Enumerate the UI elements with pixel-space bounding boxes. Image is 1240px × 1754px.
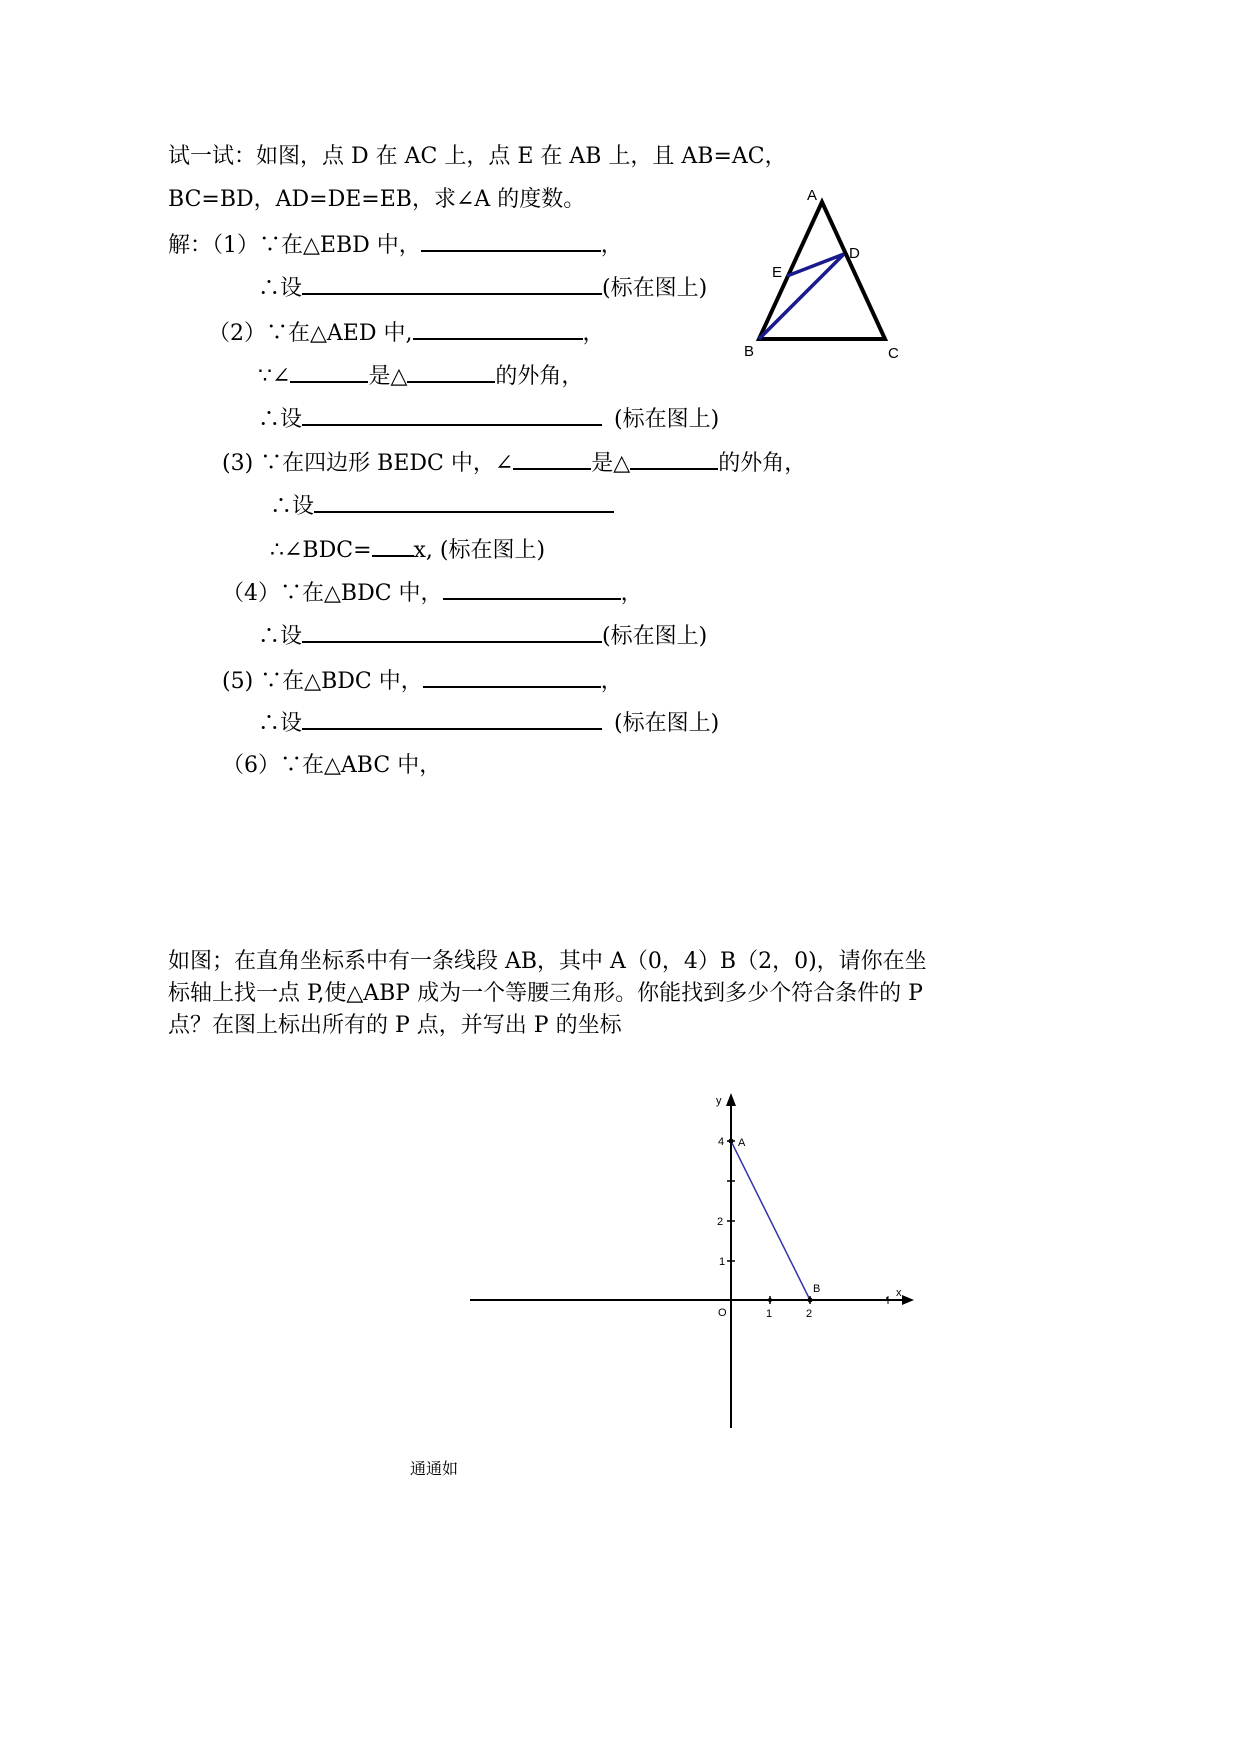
y-tick-label-2: 2	[717, 1216, 724, 1228]
step-3b-line	[270, 491, 614, 521]
is-triangle: 是△	[591, 451, 631, 476]
mark-note: (标在图上)	[614, 407, 720, 432]
answer-blank[interactable]	[421, 230, 601, 252]
answer-blank[interactable]	[443, 578, 621, 600]
step-5b-line	[258, 708, 719, 738]
step-5-prefix: (5) ∵在△BDC 中，	[222, 669, 423, 694]
point-b-dot	[808, 1298, 813, 1303]
footer-text: 通通如	[410, 1459, 459, 1478]
let-prefix: ∴设	[258, 407, 303, 432]
step-2-prefix: （2）∵在△AED 中,	[208, 321, 413, 346]
answer-blank[interactable]	[372, 535, 414, 557]
label-d: D	[849, 245, 860, 262]
comma: ，	[600, 669, 623, 694]
let-prefix: ∴设	[258, 711, 303, 736]
intro-line-2: BC=BD，AD=DE=EB，求∠A 的度数。	[168, 187, 586, 212]
intro-line-1: 试一试：如图，点 D 在 AC 上，点 E 在 AB 上，且 AB=AC，	[168, 144, 787, 169]
step-6-line: （6）∵在△ABC 中，	[222, 753, 442, 778]
triangle-figure	[730, 180, 930, 380]
bdc-prefix: ∴∠BDC=	[270, 538, 372, 563]
step-2b-line	[258, 361, 583, 391]
x-tick-label-2: 2	[806, 1308, 813, 1320]
answer-blank[interactable]	[407, 361, 495, 383]
exterior-angle: 的外角，	[495, 364, 584, 389]
step-1-line	[168, 230, 623, 260]
let-prefix: ∴设	[258, 276, 303, 301]
mark-note: (标在图上)	[602, 276, 708, 301]
label-c: C	[888, 345, 899, 362]
answer-blank[interactable]	[302, 273, 602, 295]
x-tick-label-1: 1	[766, 1308, 773, 1320]
angle-prefix: ∵∠	[258, 364, 291, 389]
segment-ab	[731, 1141, 810, 1300]
comma: ，	[582, 321, 605, 346]
answer-blank[interactable]	[314, 491, 614, 513]
mark-note: (标在图上)	[602, 624, 708, 649]
step-3-line	[222, 448, 806, 478]
problem-2-text: 如图；在直角坐标系中有一条线段 AB，其中 A（0，4）B（2，0)，请你在坐标轴上找一点 P,使△ABP 成为一个等腰三角形。你能找到多少个符合条件的 P 点？在图上标出所有的 P 点，并写出 P 的坐标	[168, 949, 927, 1038]
label-b: B	[744, 343, 755, 360]
label-e: E	[772, 264, 783, 281]
tick-dot	[768, 1298, 772, 1302]
y-axis-arrow	[726, 1093, 736, 1106]
step-4-line	[222, 578, 643, 608]
answer-blank[interactable]	[513, 448, 591, 470]
y-tick-label-4: 4	[718, 1136, 725, 1148]
step-2-line	[208, 318, 605, 348]
answer-blank[interactable]	[302, 404, 602, 426]
point-a-label: A	[738, 1137, 746, 1149]
step-4-prefix: （4）∵在△BDC 中，	[222, 581, 443, 606]
step-3-prefix: (3) ∵在四边形 BEDC 中，∠	[222, 451, 514, 476]
mark-note: (标在图上)	[614, 711, 720, 736]
step-1b-line	[258, 273, 707, 303]
answer-blank[interactable]	[302, 621, 602, 643]
step-5-line	[222, 666, 623, 696]
let-prefix: ∴设	[270, 494, 315, 519]
step-2c-line	[258, 404, 719, 434]
answer-blank[interactable]	[630, 448, 718, 470]
is-triangle: 是△	[368, 364, 408, 389]
y-axis-label: y	[716, 1095, 722, 1107]
answer-blank[interactable]	[302, 708, 602, 730]
step-3c-line	[270, 535, 545, 565]
coordinate-figure	[468, 1088, 928, 1433]
origin-label: O	[718, 1307, 727, 1319]
answer-blank[interactable]	[423, 666, 601, 688]
exterior-angle: 的外角，	[718, 451, 807, 476]
let-prefix: ∴设	[258, 624, 303, 649]
answer-blank[interactable]	[290, 361, 368, 383]
x-axis-label: x	[896, 1287, 902, 1299]
point-a-dot	[729, 1139, 734, 1144]
step-4b-line	[258, 621, 707, 651]
comma: ，	[600, 233, 623, 258]
step-1-prefix: 解：（1）∵在△EBD 中，	[168, 233, 421, 258]
x-axis-arrow	[902, 1295, 914, 1305]
y-tick-label-1: 1	[719, 1256, 726, 1268]
answer-blank[interactable]	[413, 318, 583, 340]
bdc-suffix: x, (标在图上)	[413, 538, 546, 563]
label-a: A	[807, 187, 818, 204]
comma: ，	[620, 581, 643, 606]
point-b-label: B	[813, 1283, 821, 1295]
